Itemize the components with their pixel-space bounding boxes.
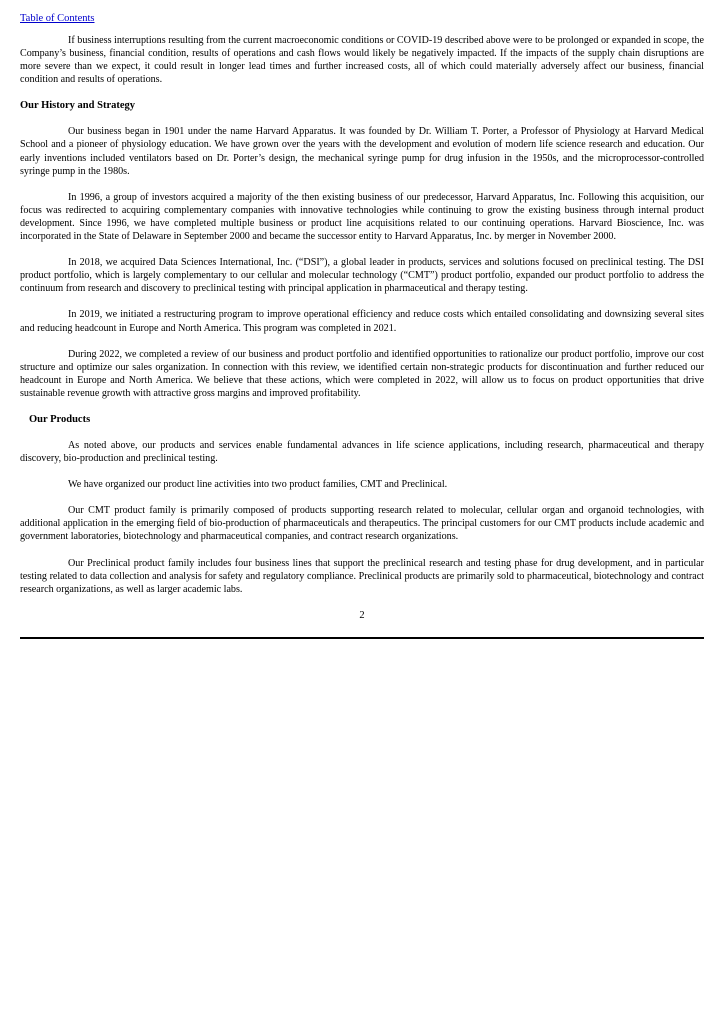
paragraph-history-4: In 2019, we initiated a restructuring program to improve operational efficiency and reduce costs which entailed consolidating and downsizing several sites and reducing headcount in Europe and North America. This program was completed in 2021. <box>20 309 704 334</box>
paragraph-intro: If business interruptions resulting from the current macroeconomic conditions or COVID-19 described above were to be prolonged or expanded in scope, the Company’s business, financial condition, results of operations and cash flows would likely be negatively impacted. If the impacts of the supply chain disruptions are more severe than we expect, it could result in longer lead times and further increased costs, all of which could materially adversely affect our business, financial condition and results of operations. <box>20 35 704 86</box>
paragraph-history-5: During 2022, we completed a review of our business and product portfolio and identified opportunities to rationalize our product portfolio, improve our cost structure and optimize our sales organization. In connection with this review, we identified certain non-strategic products for discontinuation and further reduced our headcount in Europe and North America. We believe that these actions, which were completed in 2022, will allow us to focus on product opportunities that drive sustainable revenue growth with attractive gross margins and improved profitability. <box>20 348 704 399</box>
spacer <box>20 544 704 557</box>
spacer <box>20 491 704 504</box>
paragraph-products-2: We have organized our product line activities into two product families, CMT and Preclinical. <box>68 479 448 491</box>
paragraph-products-4: Our Preclinical product family includes four business lines that support the preclinical research and testing phase for drug development, and in particular testing related to data collection and analysis for safety and regulatory compliance. Preclinical products are primarily sold to pharmaceutical, biotechnology and contract research organizations, as well as larger academic labs. <box>20 557 704 595</box>
page-divider-rule <box>20 637 704 639</box>
document-page <box>20 8 704 622</box>
paragraph-history-1: Our business began in 1901 under the name Harvard Apparatus. It was founded by Dr. William T. Porter, a Professor of Physiology at Harvard Medical School and a pioneer of physiology education. We have grown over the years with the development and evolution of modern life science research and education. Our early inventions included ventilators based on Dr. Porter’s design, the mechanical syringe pump for drug infusion in the 1950s, and the microprocessor-controlled syringe pump in the 1980s. <box>20 126 704 177</box>
spacer <box>20 243 704 256</box>
spacer <box>20 400 704 413</box>
spacer <box>20 112 704 125</box>
paragraph-products-1: As noted above, our products and services enable fundamental advances in life science applications, including research, pharmaceutical and therapy discovery, bio-production and preclinical testing. <box>20 439 704 465</box>
heading-our-products: Our Products <box>29 413 91 425</box>
paragraph-products-3: Our CMT product family is primarily composed of products supporting research related to molecular, cellular organ and organoid technologies, with additional application in the emerging field of bio-production of pharmaceuticals and therapeutics. The principal customers for our CMT products include academic and government laboratories, biotechnology and pharmaceutical companies, and contract research organizations. <box>20 505 704 543</box>
paragraph-history-3: In 2018, we acquired Data Sciences International, Inc. (“DSI”), a global leader in products, services and solutions focused on preclinical testing. The DSI product portfolio, which is largely complementary to our cellular and molecular technology (“CMT”) product portfolio, expanded our product portfolio to address the continuum from research and discovery to preclinical testing with principal application in pharmaceutical and therapy testing. <box>20 257 704 295</box>
heading-history-and-strategy: Our History and Strategy <box>20 100 136 112</box>
page-number: 2 <box>359 609 365 621</box>
spacer <box>20 465 704 478</box>
paragraph-history-2: In 1996, a group of investors acquired a majority of the then existing business of our predecessor, Harvard Apparatus, Inc. Following this acquisition, our focus was redirected to acquiring complementary companies with innovative technologies while continuing to grow the existing business through internal product development. Since 1996, we have completed multiple business or product line acquisitions related to our continuing operations. Harvard Bioscience, Inc. was incorporated in the State of Delaware in September 2000 and became the successor entity to Harvard Apparatus, Inc. by merger in November 2000. <box>20 191 704 243</box>
spacer <box>20 295 704 308</box>
spacer <box>20 26 704 34</box>
table-of-contents-link[interactable]: Table of Contents <box>20 13 95 24</box>
spacer <box>20 178 704 191</box>
spacer <box>20 86 704 99</box>
spacer <box>20 426 704 439</box>
spacer <box>20 335 704 348</box>
